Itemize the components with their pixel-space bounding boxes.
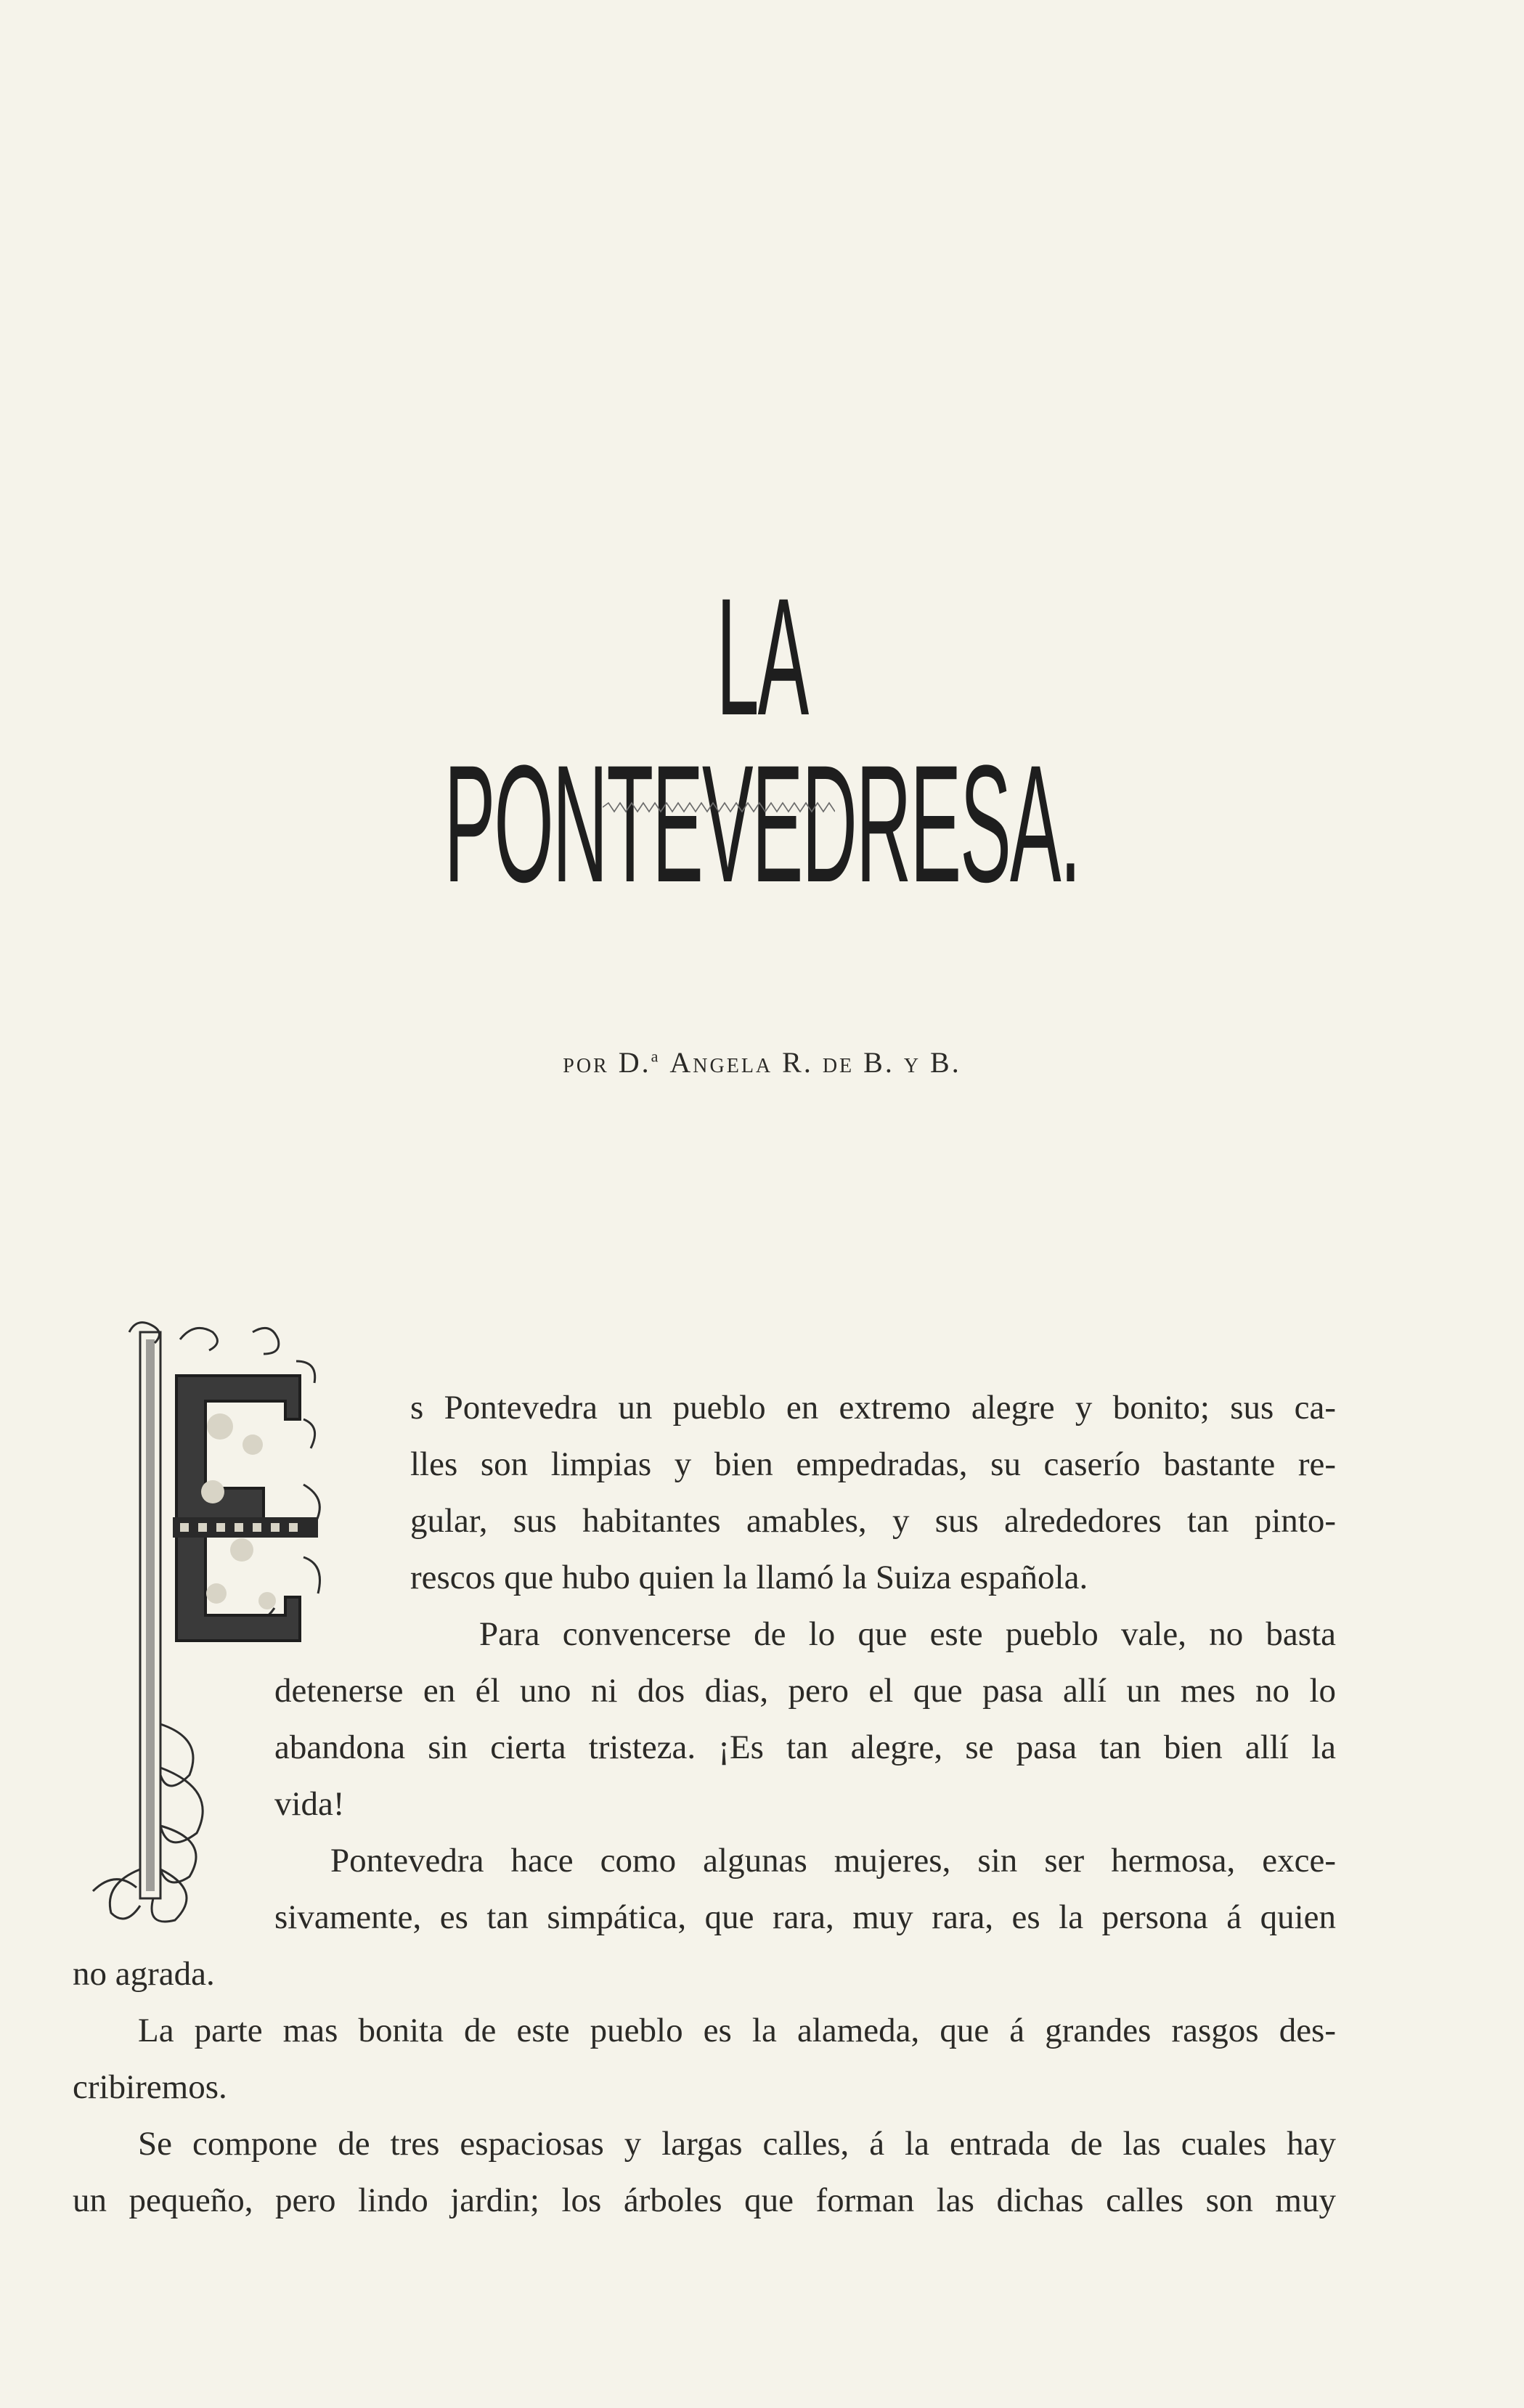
body-line-13: cribiremos. <box>73 2068 227 2106</box>
body-line-15: un pequeño, pero lindo jardin; los árboles que forman las dichas calles son muy <box>73 2182 1336 2219</box>
body-line-7: abandona sin cierta tristeza. ¡Es tan alegre, se pasa tan bien allí la <box>274 1729 1336 1766</box>
body-line-11: no agrada. <box>73 1955 215 1993</box>
body-line-12: La parte mas bonita de este pueblo es la alameda, que á grandes rasgos des- <box>138 2012 1336 2049</box>
byline-por: por <box>563 1046 609 1079</box>
body-line-10: sivamente, es tan simpática, que rara, muy rara, es la persona á quien <box>274 1898 1336 1936</box>
author-byline <box>0 1045 1524 1079</box>
body-line-2: lles son limpias y bien empedradas, su caserío bastante re- <box>410 1445 1336 1483</box>
byline-honorific: D.$^a$ <box>618 1046 661 1079</box>
body-line-9: Pontevedra hace como algunas mujeres, sin ser hermosa, exce- <box>330 1842 1336 1880</box>
body-line-4: rescos que hubo quien la llamó la Suiza española. <box>410 1559 1088 1596</box>
title-divider-ornament <box>603 801 835 814</box>
byline-author: Angela R. de B. y B. <box>669 1046 961 1079</box>
body-line-1: s Pontevedra un pueblo en extremo alegre y bonito; sus ca- <box>410 1389 1336 1427</box>
article-title: LA PONTEVEDRESA. <box>444 563 1080 917</box>
body-line-8: vida! <box>274 1785 345 1823</box>
body-line-6: detenerse en él uno ni dos dias, pero el que pasa allí un mes no lo <box>274 1672 1336 1710</box>
body-line-14: Se compone de tres espaciosas y largas calles, á la entrada de las cuales hay <box>138 2125 1336 2163</box>
body-line-3: gular, sus habitantes amables, y sus alrededores tan pinto- <box>410 1502 1336 1540</box>
body-line-5: Para convencerse de lo que este pueblo vale, no basta <box>479 1615 1336 1653</box>
